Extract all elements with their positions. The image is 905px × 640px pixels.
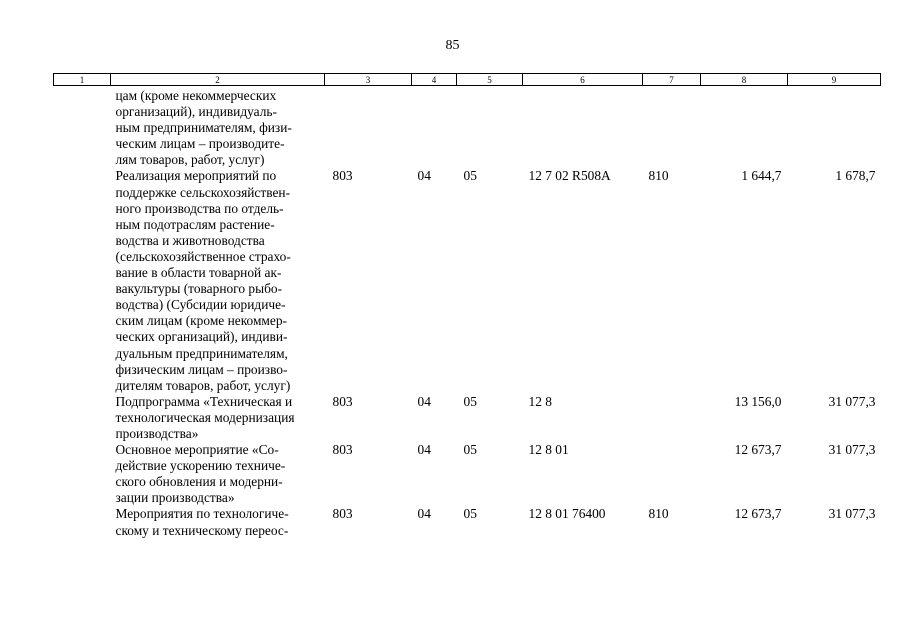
item-name-line: Реализация мероприятий по xyxy=(115,168,277,184)
header-cell: 1 xyxy=(54,74,111,86)
target-article-cell: 12 8 xyxy=(528,393,552,409)
amount-year2-cell: 1 678,7 xyxy=(835,168,876,184)
table-row xyxy=(54,506,881,538)
target-article-cell xyxy=(523,88,643,168)
header-cell: 4 xyxy=(412,74,457,86)
expense-type-cell xyxy=(643,394,701,442)
subsection-code-cell: 05 xyxy=(463,393,477,409)
item-name-line: вакультуры (товарного рыбо- xyxy=(115,281,283,297)
item-name-line: ческим лицам – производите- xyxy=(115,136,285,152)
item-name-line: водства и животноводства xyxy=(115,232,265,248)
item-name-line: скому и техническому переос- xyxy=(115,522,289,538)
item-name-line: дуальным предпринимателям, xyxy=(115,345,288,361)
item-name-line: Подпрограмма «Техническая и xyxy=(115,393,293,409)
amount-year2-cell: 31 077,3 xyxy=(828,442,876,458)
row-number-cell xyxy=(54,168,111,393)
header-cell: 8 xyxy=(701,74,788,86)
table-row xyxy=(54,88,881,168)
item-name-line: технологическая модернизация xyxy=(115,409,295,425)
table-row xyxy=(54,168,881,393)
item-name-line: ским лицам (кроме некоммер- xyxy=(115,313,288,329)
expense-type-cell xyxy=(643,88,701,168)
item-name-cell xyxy=(111,506,325,538)
item-name-line: действие ускорению техниче- xyxy=(115,458,286,474)
item-name-line: организаций), индивидуаль- xyxy=(115,104,277,120)
amount-year1-cell xyxy=(701,88,788,168)
header-cell: 3 xyxy=(325,74,412,86)
item-name-line: ным подотраслям растение- xyxy=(115,216,275,232)
item-name-cell xyxy=(111,88,325,168)
header-cell: 9 xyxy=(788,74,881,86)
item-name-line: ческих организаций), индиви- xyxy=(115,329,288,345)
header-cell: 2 xyxy=(111,74,325,86)
section-code-cell: 04 xyxy=(417,168,431,184)
item-name-line: зации производства» xyxy=(115,490,235,506)
amount-year1-cell: 12 673,7 xyxy=(734,506,782,522)
item-name-line: водства) (Субсидии юридиче- xyxy=(115,297,286,313)
row-number-cell xyxy=(54,88,111,168)
expense-type-cell: 810 xyxy=(648,506,669,522)
row-number-cell xyxy=(54,506,111,538)
section-code-cell xyxy=(412,88,457,168)
amount-year2-cell xyxy=(788,88,881,168)
ministry-code-cell: 803 xyxy=(332,506,353,522)
item-name-line: физическим лицам – произво- xyxy=(115,361,288,377)
item-name-line: ным предпринимателям, физи- xyxy=(115,120,292,136)
page-number: 85 xyxy=(445,38,460,53)
row-number-cell xyxy=(54,394,111,442)
item-name-line: лям товаров, работ, услуг) xyxy=(115,152,265,168)
header-cell: 7 xyxy=(643,74,701,86)
ministry-code-cell xyxy=(325,88,412,168)
item-name-line: (сельскохозяйственное страхо- xyxy=(115,248,291,264)
section-code-cell: 04 xyxy=(417,393,431,409)
item-name-line: поддержке сельскохозяйствен- xyxy=(115,184,291,200)
subsection-code-cell: 05 xyxy=(463,168,477,184)
target-article-cell: 12 8 01 xyxy=(528,442,569,458)
item-name-line: дителям товаров, работ, услуг) xyxy=(115,377,291,393)
subsection-code-cell: 05 xyxy=(463,506,477,522)
item-name-cell xyxy=(111,442,325,506)
item-name-cell xyxy=(111,394,325,442)
item-name-line: вание в области товарной ак- xyxy=(115,265,282,281)
item-name-line: ного производства по отдель- xyxy=(115,200,284,216)
header-cell: 5 xyxy=(457,74,523,86)
table-row xyxy=(54,442,881,506)
target-article-cell: 12 7 02 R508A xyxy=(528,168,611,184)
expense-type-cell xyxy=(643,442,701,506)
section-code-cell: 04 xyxy=(417,506,431,522)
item-name-cell xyxy=(111,168,325,393)
row-number-cell xyxy=(54,442,111,506)
expense-type-cell: 810 xyxy=(648,168,669,184)
ministry-code-cell: 803 xyxy=(332,393,353,409)
section-code-cell: 04 xyxy=(417,442,431,458)
table-row xyxy=(54,394,881,442)
item-name-line: ского обновления и модерни- xyxy=(115,474,283,490)
item-name-line: Основное мероприятие «Со- xyxy=(115,442,279,458)
amount-year2-cell: 31 077,3 xyxy=(828,506,876,522)
ministry-code-cell: 803 xyxy=(332,442,353,458)
subsection-code-cell: 05 xyxy=(463,442,477,458)
header-cell: 6 xyxy=(523,74,643,86)
column-number-header xyxy=(54,74,881,86)
item-name-line: производства» xyxy=(115,425,199,441)
budget-table xyxy=(53,73,881,539)
subsection-code-cell xyxy=(457,88,523,168)
target-article-cell: 12 8 01 76400 xyxy=(528,506,606,522)
item-name-line: Мероприятия по технологиче- xyxy=(115,506,289,522)
amount-year1-cell: 1 644,7 xyxy=(741,168,782,184)
amount-year1-cell: 12 673,7 xyxy=(734,442,782,458)
amount-year2-cell: 31 077,3 xyxy=(828,393,876,409)
amount-year1-cell: 13 156,0 xyxy=(734,393,782,409)
ministry-code-cell: 803 xyxy=(332,168,353,184)
item-name-line: цам (кроме некоммерческих xyxy=(115,88,277,103)
